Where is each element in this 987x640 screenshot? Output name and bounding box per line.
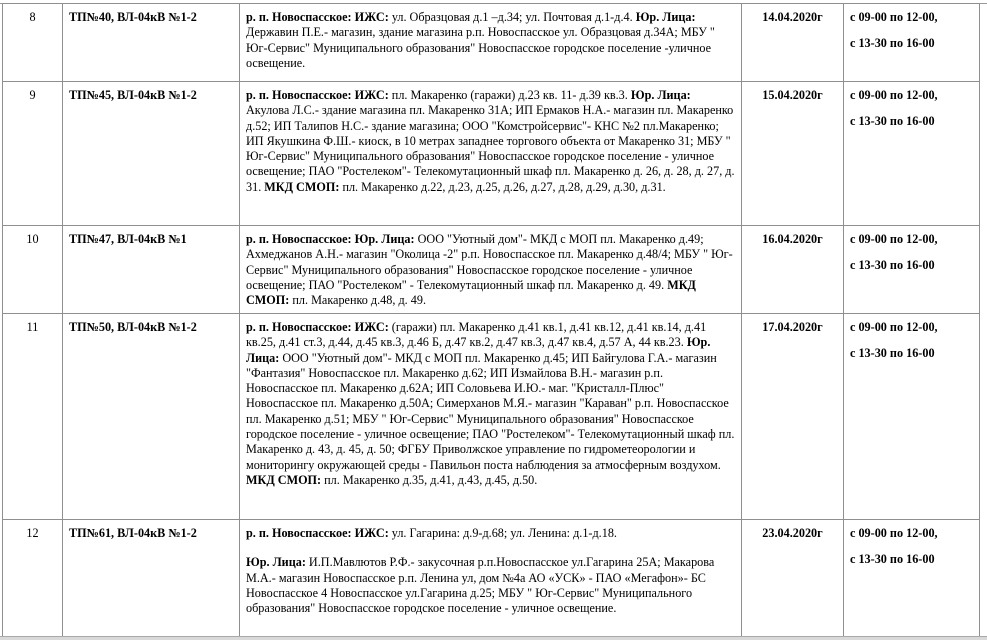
- address-heading-text: р. п. Новоспасское: Юр. Лица:: [246, 232, 418, 246]
- table-row: [3, 4, 980, 82]
- table-row: [3, 82, 980, 226]
- outage-time: [844, 520, 980, 640]
- window-bottom-edge: [0, 636, 987, 640]
- substation-line: ТП№61, ВЛ-04кВ №1-2: [63, 520, 240, 640]
- address-heading-text: р. п. Новоспасское:: [246, 10, 355, 24]
- outage-date: 16.04.2020г: [742, 226, 844, 314]
- table-row: [3, 520, 980, 640]
- address-heading-text: МКД СМОП:: [246, 472, 325, 487]
- time-slot-afternoon: с 13-30 по 16-00: [850, 346, 935, 360]
- address-text: Державин П.Е.- магазин, здание магазина р.п. Новоспасское ул. Образцовая д.34А; МБУ " Юг-Сервис" Муниципального образования" Новоспасское городское поселение -уличное освещение.: [246, 25, 715, 70]
- address-heading-text: р. п. Новоспасское: ИЖС:: [246, 88, 392, 102]
- outage-time: [844, 82, 980, 226]
- paragraph-gap: [246, 541, 735, 555]
- outage-time: [844, 4, 980, 82]
- address-heading-text: р. п. Новоспасское: ИЖС:: [246, 526, 392, 540]
- address-text: пл. Макаренко д.35, д.41, д.43, д.45, д.50.: [324, 472, 538, 487]
- row-number: 11: [3, 314, 63, 520]
- time-slot-afternoon: с 13-30 по 16-00: [850, 552, 935, 566]
- table-row: [3, 314, 980, 520]
- address-heading-text: МКД СМОП:: [264, 179, 343, 194]
- address-text: (гаражи) пл. Макаренко д.41 кв.1, д.41 кв.12, д.41 кв.14, д.41 кв.25, д.41 ст.3, д.44, д.45 кв.3, д.46 Б, д.47 кв.2, д.47 кв.3, д.47 кв.4, д.57 А, 44 кв.23.: [246, 320, 707, 350]
- substation-line: ТП№45, ВЛ-04кВ №1-2: [63, 82, 240, 226]
- substation-line: ТП№47, ВЛ-04кВ №1: [63, 226, 240, 314]
- substation-line: ТП№40, ВЛ-04кВ №1-2: [63, 4, 240, 82]
- time-slot-morning: с 09-00 по 12-00,: [850, 88, 938, 102]
- affected-addresses: [240, 226, 742, 314]
- affected-addresses: [240, 314, 742, 520]
- row-number: 8: [3, 4, 63, 82]
- outage-date: 17.04.2020г: [742, 314, 844, 520]
- outage-date: 23.04.2020г: [742, 520, 844, 640]
- time-slot-morning: с 09-00 по 12-00,: [850, 320, 938, 334]
- affected-addresses: [240, 82, 742, 226]
- affected-addresses: [240, 4, 742, 82]
- row-number: 10: [3, 226, 63, 314]
- affected-addresses: [240, 520, 742, 640]
- time-slot-afternoon: с 13-30 по 16-00: [850, 36, 935, 50]
- time-slot-morning: с 09-00 по 12-00,: [850, 10, 938, 24]
- outage-date: 14.04.2020г: [742, 4, 844, 82]
- address-text: пл. Макаренко (гаражи) д.23 кв. 11- д.39 кв.3.: [391, 88, 631, 102]
- row-number: 9: [3, 82, 63, 226]
- address-heading-text: Юр. Лица:: [635, 10, 696, 24]
- time-slot-morning: с 09-00 по 12-00,: [850, 526, 938, 540]
- address-text: ООО "Уютный дом"- МКД с МОП пл. Макаренко д.49; Ахмеджанов А.Н.- магазин "Околица -2" р.п. Новоспасское пл. Макаренко д.48/4; МБУ " Юг-Сервис" Муниципального образования" Новоспасское городское поселение - уличное освещение; ПАО "Ростелеком" - Телекомутационный шкаф пл. Макаренко д. 49.: [246, 232, 733, 292]
- substation-line: ТП№50, ВЛ-04кВ №1-2: [63, 314, 240, 520]
- outage-schedule-table: [2, 3, 980, 640]
- address-heading-text: МКД СМОП:: [246, 277, 696, 308]
- outage-date: 15.04.2020г: [742, 82, 844, 226]
- address-text: И.П.Мавлютов Р.Ф.- закусочная р.п.Новоспасское ул.Гагарина 25А; Макарова М.А.- магазин Новоспасское р.п. Ленина ул, дом №4а АО «УСК» - ПАО «Мегафон»- БС Новоспасское 4 Новоспасское ул.Гагарина д.25; МБУ " Юг-Сервис" Муниципального образования" Новоспасское городское поселение - уличное освещение.: [246, 555, 715, 616]
- outage-time: [844, 226, 980, 314]
- address-heading-text: Юр. Лица:: [246, 335, 711, 365]
- address-heading-text: ИЖС:: [354, 10, 392, 24]
- address-text: пл. Макаренко д.48, д. 49.: [292, 293, 426, 308]
- table-row: [3, 226, 980, 314]
- time-slot-morning: с 09-00 по 12-00,: [850, 232, 938, 246]
- address-heading-text: Юр. Лица:: [246, 555, 309, 570]
- address-text: ул. Образцовая д.1 –д.34; ул. Почтовая д.1-д.4.: [391, 10, 636, 24]
- row-number: 12: [3, 520, 63, 640]
- address-heading-text: Юр. Лица:: [630, 88, 691, 102]
- outage-time: [844, 314, 980, 520]
- address-text: ООО "Уютный дом"- МКД с МОП пл. Макаренко д.45; ИП Байгулова Г.А.- магазин "Фантазия" Новоспасское пл. Макаренко д.62; ИП Измайлова В.Н.- магазин р.п. Новоспасское пл. Макаренко д.62А; ИП Соловьева И.Ю.- маг. "Кристалл-Плюс" Новоспасское пл. Макаренко д.50А; Симерханов М.Я.- магазин "Караван" р.п. Новоспасское пл. Макаренко д.51; МБУ " Юг-Сервис" Муниципального образования" Новоспасское городское поселение - уличное освещение; ПАО "Ростелеком"- Телекомутационный шкаф пл. Макаренко д. 43, д. 45, д. 50; ФГБУ Приволжское управление по гидрометеорологии и мониторингу окружающей среды - Павильон поста наблюдения за атмосферным воздухом.: [246, 350, 735, 472]
- address-text: пл. Макаренко д.22, д.23, д.25, д.26, д.27, д.28, д.29, д.30, д.31.: [342, 179, 666, 194]
- address-heading-text: р. п. Новоспасское: ИЖС:: [246, 320, 392, 334]
- time-slot-afternoon: с 13-30 по 16-00: [850, 258, 935, 272]
- address-text: Акулова Л.С.- здание магазина пл. Макаренко 31А; ИП Ермаков Н.А.- магазин пл. Макаренко д.52; ИП Талипов Н.С.- здание магазина; ООО "Комстройсервис"- КНС №2 пл.Макаренко; ИП Якушкина Ф.Ш.- киоск, в 10 метрах западнее торгового объекта от Макаренко 31; МБУ " Юг-Сервис" Муниципального образования" Новоспасское городское поселение - уличное освещение; ПАО "Ростелеком"- Телекомутационный шкаф пл. Макаренко д. 26, д. 28, д. 27, д. 31.: [246, 103, 735, 194]
- table-body: [3, 4, 980, 640]
- address-text: ул. Гагарина: д.9-д.68; ул. Ленина: д.1-д.18.: [391, 526, 617, 540]
- time-slot-afternoon: с 13-30 по 16-00: [850, 114, 935, 128]
